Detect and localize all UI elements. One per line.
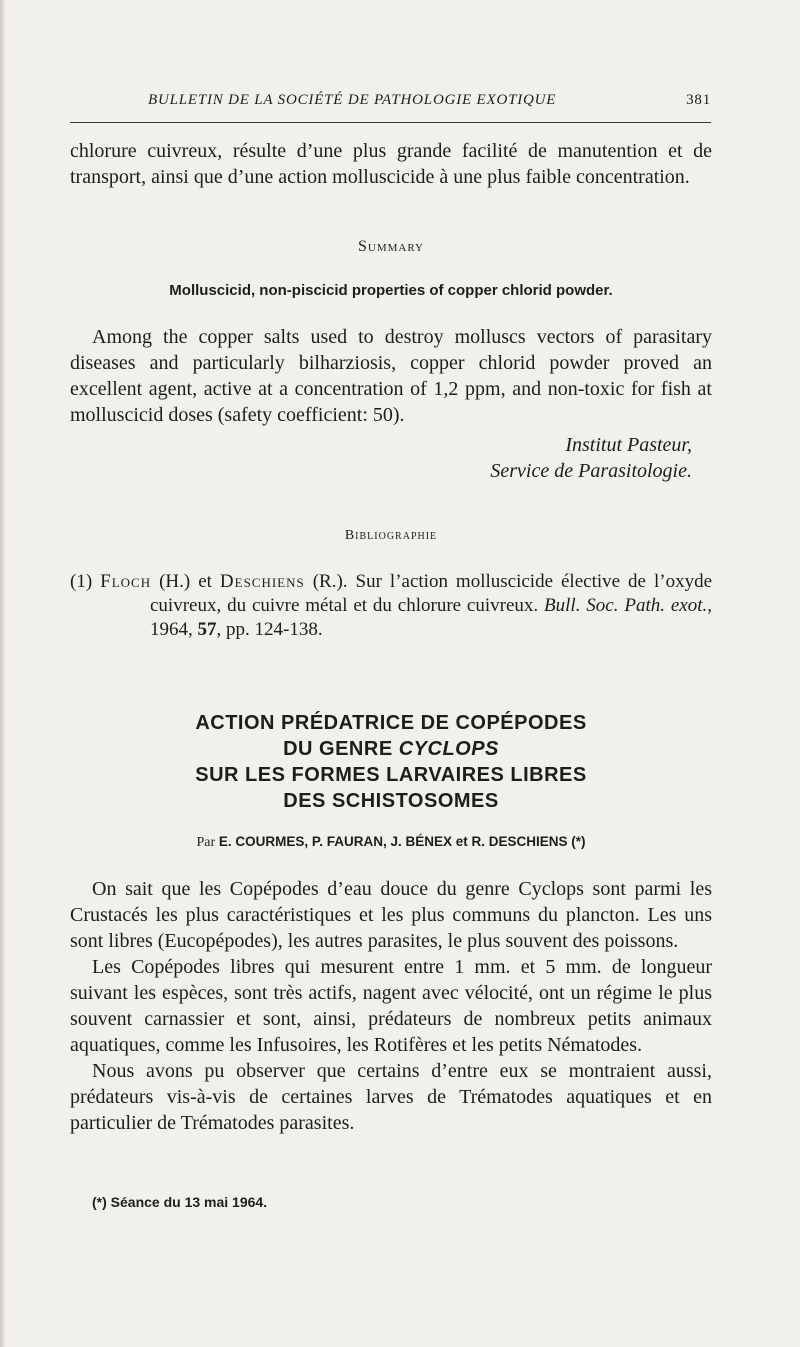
summary-paragraph: Among the copper salts used to destroy molluscs vectors of parasitary diseases and particularly bilharziosis, copper chlorid powder proved an excellent agent, active at a concentration of 1,2 ppm, and non-toxic for fish at molluscicid doses (safety coefficient: 50). xyxy=(70,326,712,426)
article-title-genus-prefix: DU GENRE xyxy=(283,738,399,760)
page-number: 381 xyxy=(686,92,711,108)
summary-text-block xyxy=(70,324,712,428)
article-title-line-2 xyxy=(70,736,712,762)
reference-number: (1) xyxy=(70,571,93,592)
reference-text-2: (R.). Sur l’action molluscicide élective de l’oxyde cuivreux, du cuivre métal et du chlorure cuivreux. xyxy=(150,571,713,616)
reference-year: , 1964, xyxy=(150,595,712,640)
intro-paragraph-block xyxy=(70,138,712,190)
article-title-block xyxy=(70,710,712,814)
article-title-genus: CYCLOPS xyxy=(398,738,499,760)
body-paragraph-1: On sait que les Copépodes d’eau douce du genre Cyclops sont parmi les Crustacés les plus caractéristiques et les plus communs du plancton. Les uns sont libres (Eucopépodes), les autres parasites, le plus souvent des poissons. xyxy=(70,878,712,952)
authors-prefix: Par xyxy=(196,835,216,850)
signature-block xyxy=(70,432,712,484)
reference-journal: Bull. Soc. Path. exot. xyxy=(544,595,708,616)
summary-subtitle-block xyxy=(70,282,712,300)
summary-heading: Summary xyxy=(357,238,425,255)
reference-volume: 57 xyxy=(197,619,217,640)
footnote: (*) Séance du 13 mai 1964. xyxy=(92,1194,268,1210)
reference-1 xyxy=(70,570,712,642)
reference-pages: , pp. 124-138. xyxy=(216,619,323,640)
intro-paragraph: chlorure cuivreux, résulte d’une plus grande facilité de manutention et de transport, ainsi que d’une action molluscicide à une plus faible concentration. xyxy=(70,140,712,188)
article-body xyxy=(70,876,712,1136)
article-title-line-4: DES SCHISTOSOMES xyxy=(283,790,499,812)
bibliography-heading: Bibliographie xyxy=(344,528,438,543)
article-authors: E. COURMES, P. FAURAN, J. BÉNEX et R. DESCHIENS (*) xyxy=(218,834,586,849)
bibliography-heading-block xyxy=(70,528,712,544)
journal-title: BULLETIN DE LA SOCIÉTÉ DE PATHOLOGIE EXOTIQUE xyxy=(148,92,557,108)
signature-service: Service de Parasitologie. xyxy=(490,460,692,482)
reference-author-1: Floch xyxy=(100,571,152,592)
page-edge xyxy=(0,0,6,1347)
article-title-line-3: SUR LES FORMES LARVAIRES LIBRES xyxy=(195,764,587,786)
article-title-line-1: ACTION PRÉDATRICE DE COPÉPODES xyxy=(195,712,587,734)
signature-institute: Institut Pasteur, xyxy=(565,434,692,456)
summary-subtitle: Molluscicid, non-piscicid properties of copper chlorid powder. xyxy=(169,282,613,299)
reference-text-1: (H.) et xyxy=(151,571,220,592)
summary-heading-block xyxy=(70,238,712,256)
reference-author-2: Deschiens xyxy=(219,571,305,592)
footnote-block xyxy=(70,1194,734,1212)
reference-block xyxy=(70,570,712,642)
body-paragraph-3: Nous avons pu observer que certains d’entre eux se montraient aussi, prédateurs vis-à-vis de certaines larves de Trématodes aquatiques et en particulier de Trématodes parasites. xyxy=(70,1060,712,1134)
body-paragraph-2: Les Copépodes libres qui mesurent entre 1 mm. et 5 mm. de longueur suivant les espèces, sont très actifs, nagent avec vélocité, ont un régime le plus souvent carnassier et sont, ainsi, prédateurs de nombreux petits animaux aquatiques, comme les Infusoires, les Rotifères et les petits Nématodes. xyxy=(70,956,712,1056)
article-authors-block xyxy=(70,834,712,851)
header-rule xyxy=(70,122,711,123)
